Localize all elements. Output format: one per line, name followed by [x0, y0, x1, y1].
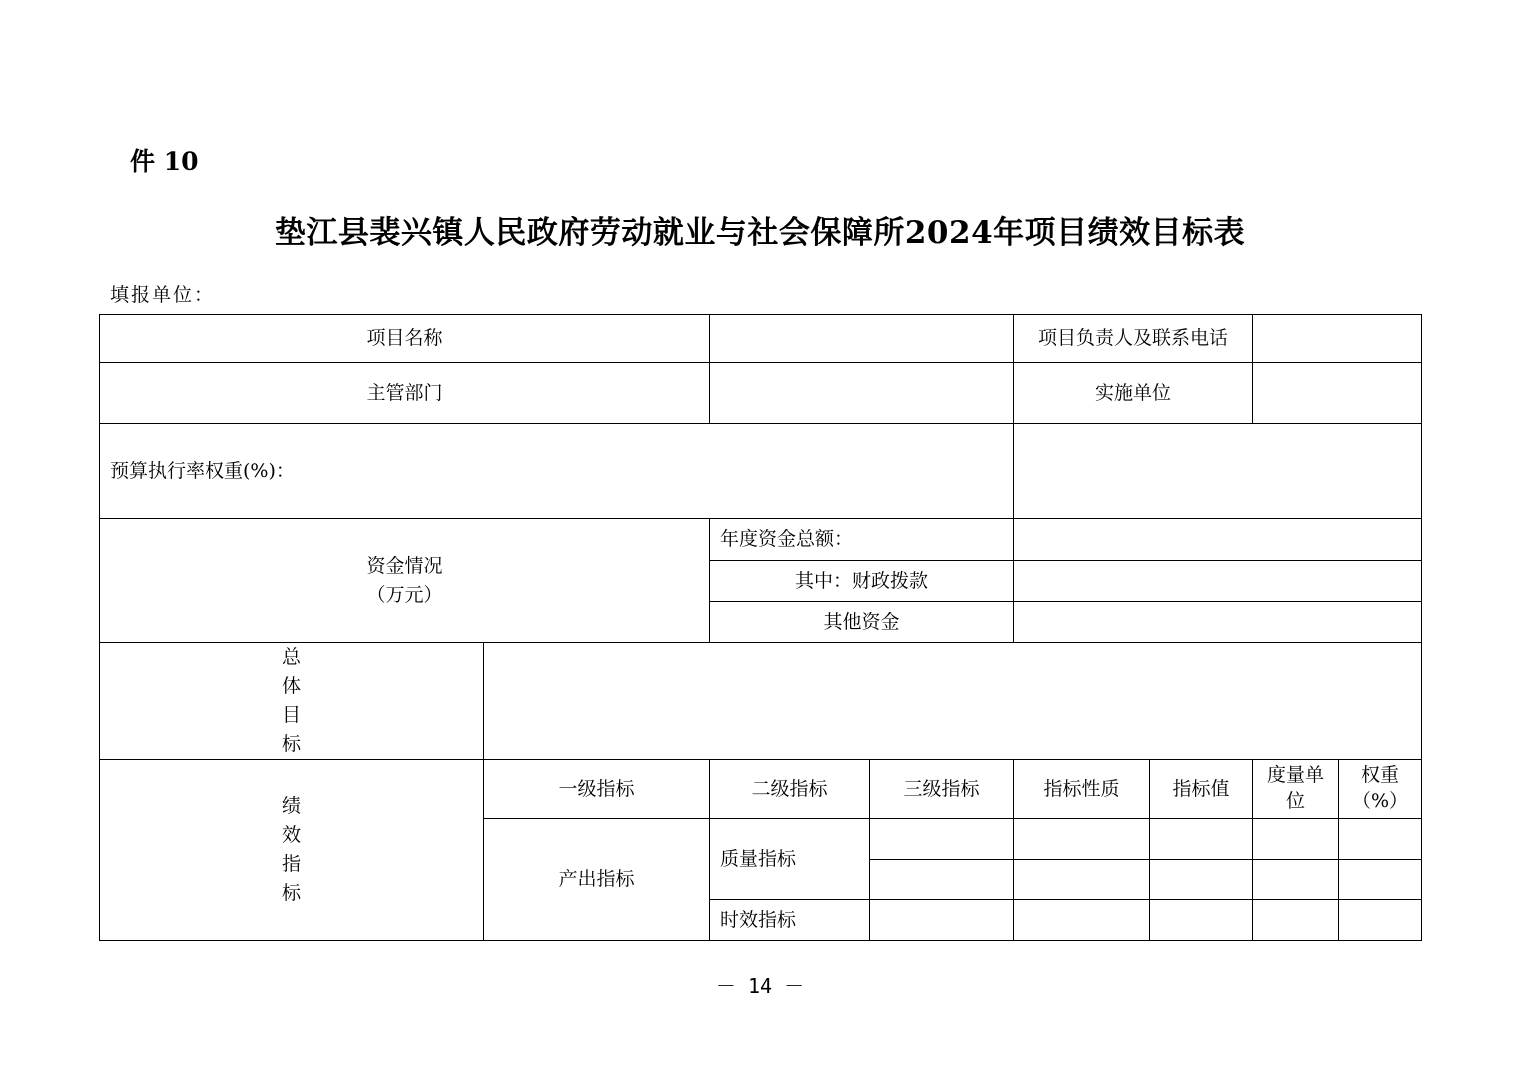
table-cell[interactable] [1253, 819, 1339, 860]
page-number: － 14 － [715, 974, 805, 998]
header-weight [1339, 760, 1422, 819]
overall-goal-field[interactable] [484, 643, 1422, 760]
header-level1: 一级指标 [484, 760, 710, 819]
dept-label: 主管部门 [100, 363, 710, 424]
overall-goal-char: 标 [281, 733, 301, 755]
other-funds-label: 其他资金 [710, 602, 1014, 643]
table-cell[interactable] [1014, 900, 1150, 941]
table-cell[interactable] [1150, 860, 1253, 900]
perf-indicator-char: 绩 [281, 795, 301, 817]
contact-field[interactable] [1253, 315, 1422, 363]
row-annual-total [100, 519, 1422, 561]
header-unit-line2: 位 [1286, 790, 1306, 812]
header-weight-line2: （%） [1352, 790, 1409, 812]
table-cell[interactable] [1339, 900, 1422, 941]
overall-goal-char: 总 [281, 646, 301, 668]
budget-rate-label: 预算执行率权重(%)： [100, 424, 1014, 519]
header-level2: 二级指标 [710, 760, 870, 819]
table-cell[interactable] [870, 819, 1014, 860]
table-cell[interactable] [870, 900, 1014, 941]
fiscal-field[interactable] [1014, 561, 1422, 602]
funds-label-line1: 资金情况 [366, 555, 443, 577]
page-title: 垫江县裴兴镇人民政府劳动就业与社会保障所2024年项目绩效目标表 [274, 215, 1246, 251]
other-funds-field[interactable] [1014, 602, 1422, 643]
table-cell[interactable] [1150, 900, 1253, 941]
row-overall-goal [100, 643, 1422, 760]
table-cell[interactable] [1150, 819, 1253, 860]
output-indicator-label: 产出指标 [484, 819, 710, 941]
project-name-field[interactable] [710, 315, 1014, 363]
table-cell[interactable] [1253, 860, 1339, 900]
dept-field[interactable] [710, 363, 1014, 424]
header-value: 指标值 [1150, 760, 1253, 819]
annex-label: 件 10 [130, 147, 199, 176]
fiscal-label: 其中：财政拨款 [710, 561, 1014, 602]
quality-indicator-label: 质量指标 [710, 819, 870, 900]
filler-unit-label: 填报单位： [110, 284, 216, 306]
perf-indicator-label [100, 760, 484, 941]
timeliness-indicator-label: 时效指标 [710, 900, 870, 941]
impl-unit-field[interactable] [1253, 363, 1422, 424]
perf-indicator-char: 效 [281, 824, 301, 846]
row-indicator-headers [100, 760, 1422, 819]
table-cell[interactable] [870, 860, 1014, 900]
header-nature: 指标性质 [1014, 760, 1150, 819]
header-unit [1253, 760, 1339, 819]
contact-label: 项目负责人及联系电话 [1014, 315, 1253, 363]
perf-indicator-char: 标 [281, 882, 301, 904]
header-weight-line1: 权重 [1361, 764, 1400, 787]
project-name-label: 项目名称 [100, 315, 710, 363]
impl-unit-label: 实施单位 [1014, 363, 1253, 424]
table-cell[interactable] [1014, 860, 1150, 900]
funds-label-line2: （万元） [366, 583, 443, 606]
table-cell[interactable] [1253, 900, 1339, 941]
table-cell[interactable] [1014, 819, 1150, 860]
table-cell[interactable] [1339, 819, 1422, 860]
annual-total-field[interactable] [1014, 519, 1422, 561]
header-unit-line1: 度量单 [1267, 764, 1325, 787]
table-cell[interactable] [1339, 860, 1422, 900]
perf-indicator-char: 指 [281, 853, 301, 875]
row-department [100, 363, 1422, 424]
overall-goal-char: 目 [281, 704, 301, 726]
overall-goal-label [100, 643, 484, 760]
row-project-name [100, 315, 1422, 363]
performance-target-table [99, 314, 1422, 941]
budget-rate-field[interactable] [1014, 424, 1422, 519]
annual-total-label: 年度资金总额： [710, 519, 1014, 561]
funds-label [100, 519, 710, 643]
overall-goal-char: 体 [281, 675, 301, 697]
header-level3: 三级指标 [870, 760, 1014, 819]
row-budget-rate [100, 424, 1422, 519]
